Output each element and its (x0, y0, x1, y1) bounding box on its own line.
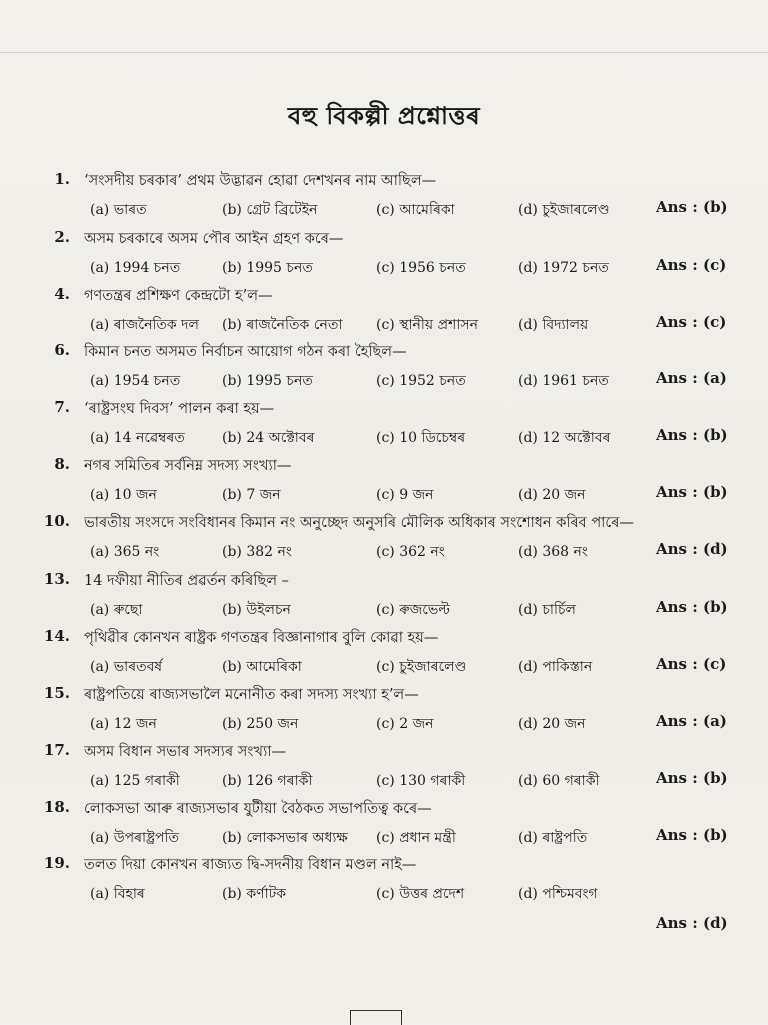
question-text: অসম চৰকাৰে অসম পৌৰ আইন গ্ৰহণ কৰে— (84, 231, 344, 247)
question-item (0, 741, 768, 797)
option-d: (d) 1961 চনত (518, 373, 609, 389)
option-b: (b) গ্ৰেট ব্ৰিটেইন (222, 202, 318, 218)
question-item (0, 627, 768, 683)
question-number: 4. (54, 285, 70, 303)
option-d: (d) চুইজাৰলেণ্ড (518, 202, 610, 218)
option-b: (b) 7 জন (222, 487, 281, 503)
option-b: (b) লোকসভাৰ অধ্যক্ষ (222, 830, 348, 846)
option-b: (b) 1995 চনত (222, 373, 313, 389)
option-c: (c) 1952 চনত (376, 373, 466, 389)
option-c: (c) 362 নং (376, 544, 445, 560)
option-c: (c) চুইজাৰলেণ্ড (376, 659, 467, 675)
question-item (0, 684, 768, 740)
option-a: (a) ভাৰত (90, 202, 147, 218)
option-d: (d) 12 অক্টোবৰ (518, 430, 611, 446)
option-a: (a) ৰুছো (90, 602, 143, 618)
page-edge-line (0, 52, 768, 53)
question-item (0, 854, 768, 932)
question-text: অসম বিধান সভাৰ সদস্যৰ সংখ্যা— (84, 744, 286, 760)
option-a: (a) 12 জন (90, 716, 157, 732)
option-a: (a) 1954 চনত (90, 373, 181, 389)
answer-label: Ans : (a) (656, 369, 727, 387)
option-c: (c) স্থানীয় প্ৰশাসন (376, 317, 478, 333)
question-number: 1. (54, 170, 70, 188)
option-c: (c) ৰুজভেল্ট (376, 602, 450, 618)
question-number: 13. (43, 570, 70, 588)
option-d: (d) 368 নং (518, 544, 588, 560)
option-a: (a) 10 জন (90, 487, 157, 503)
question-item (0, 341, 768, 397)
answer-label: Ans : (b) (656, 426, 728, 444)
question-text: কিমান চনত অসমত নিৰ্বাচন আয়োগ গঠন কৰা হৈছিল— (84, 344, 407, 360)
option-d: (d) 60 গৰাকী (518, 773, 600, 789)
option-c: (c) প্ৰধান মন্ত্ৰী (376, 830, 456, 846)
option-c: (c) আমেৰিকা (376, 202, 455, 218)
question-text: 14 দফীয়া নীতিৰ প্ৰৱৰ্তন কৰিছিল – (84, 573, 289, 589)
question-text: নগৰ সমিতিৰ সৰ্বনিম্ন সদস্য সংখ্যা— (84, 458, 292, 474)
option-a: (a) ভাৰতবৰ্ষ (90, 659, 163, 675)
question-number: 10. (43, 512, 70, 530)
option-b: (b) 24 অক্টোবৰ (222, 430, 315, 446)
option-b: (b) কৰ্ণাটক (222, 886, 287, 902)
option-c: (c) 10 ডিচেম্বৰ (376, 430, 466, 446)
question-number: 19. (43, 854, 70, 872)
option-c: (c) 2 জন (376, 716, 434, 732)
option-d: (d) 20 জন (518, 487, 586, 503)
question-number: 8. (54, 455, 70, 473)
option-c: (c) 130 গৰাকী (376, 773, 466, 789)
option-a: (a) বিহাৰ (90, 886, 145, 902)
option-a: (a) ৰাজনৈতিক দল (90, 317, 199, 333)
question-number: 2. (54, 228, 70, 246)
question-number: 18. (43, 798, 70, 816)
option-d: (d) 1972 চনত (518, 260, 609, 276)
option-d: (d) বিদ্যালয় (518, 317, 589, 333)
option-a: (a) 125 গৰাকী (90, 773, 180, 789)
question-number: 17. (43, 741, 70, 759)
option-a: (a) উপৰাষ্ট্ৰপতি (90, 830, 180, 846)
question-number: 14. (43, 627, 70, 645)
option-d: (d) পাকিস্তান (518, 659, 593, 675)
question-item (0, 455, 768, 511)
question-text: ‘ৰাষ্ট্ৰসংঘ দিবস’ পালন কৰা হয়— (84, 401, 275, 417)
option-c: (c) 1956 চনত (376, 260, 466, 276)
answer-label: Ans : (a) (656, 712, 727, 730)
question-item (0, 285, 768, 341)
question-item (0, 170, 768, 226)
page-number-box (350, 1010, 402, 1025)
option-a: (a) 14 নৱেম্বৰত (90, 430, 185, 446)
answer-label: Ans : (c) (656, 256, 727, 274)
question-number: 7. (54, 398, 70, 416)
question-item (0, 398, 768, 454)
answer-label: Ans : (d) (656, 914, 728, 932)
option-d: (d) ৰাষ্ট্ৰপতি (518, 830, 588, 846)
option-d: (d) পশ্চিমবংগ (518, 886, 598, 902)
option-d: (d) 20 জন (518, 716, 586, 732)
option-b: (b) 1995 চনত (222, 260, 313, 276)
question-text: গণতন্ত্ৰৰ প্ৰশিক্ষণ কেন্দ্ৰটো হ’ল— (84, 288, 273, 304)
question-item (0, 228, 768, 284)
question-text: ভাৰতীয় সংসদে সংবিধানৰ কিমান নং অনুচ্ছেদ অনুসৰি মৌলিক অধিকাৰ সংশোধন কৰিব পাৰে— (84, 515, 634, 531)
option-b: (b) 382 নং (222, 544, 292, 560)
answer-label: Ans : (d) (656, 540, 728, 558)
option-b: (b) 126 গৰাকী (222, 773, 313, 789)
answer-label: Ans : (b) (656, 598, 728, 616)
option-b: (b) আমেৰিকা (222, 659, 302, 675)
option-c: (c) 9 জন (376, 487, 434, 503)
answer-label: Ans : (b) (656, 769, 728, 787)
question-text: ৰাষ্ট্ৰপতিয়ে ৰাজ্যসভালৈ মনোনীত কৰা সদস্য সংখ্যা হ’ল— (84, 687, 419, 703)
answer-label: Ans : (b) (656, 826, 728, 844)
answer-label: Ans : (b) (656, 483, 728, 501)
question-text: তলত দিয়া কোনখন ৰাজ্যত দ্বি-সদনীয় বিধান মণ্ডল নাই— (84, 857, 417, 873)
question-item (0, 512, 768, 568)
question-text: ‘সংসদীয় চৰকাৰ’ প্ৰথম উদ্ভাৱন হোৱা দেশখনৰ নাম আছিল— (84, 173, 437, 189)
option-a: (a) 365 নং (90, 544, 160, 560)
answer-label: Ans : (b) (656, 198, 728, 216)
question-item (0, 570, 768, 626)
question-text: পৃথিৱীৰ কোনখন ৰাষ্ট্ৰক গণতন্ত্ৰৰ বিজ্ঞানাগাৰ বুলি কোৱা হয়— (84, 630, 439, 646)
page-title: বহু বিকল্পী প্ৰশ্নোত্তৰ (287, 101, 481, 130)
option-b: (b) ৰাজনৈতিক নেতা (222, 317, 343, 333)
option-b: (b) 250 জন (222, 716, 299, 732)
option-b: (b) উইলচন (222, 602, 291, 618)
question-number: 6. (54, 341, 70, 359)
answer-label: Ans : (c) (656, 655, 727, 673)
option-c: (c) উত্তৰ প্ৰদেশ (376, 886, 465, 902)
question-item (0, 798, 768, 854)
option-d: (d) চাৰ্চিল (518, 602, 576, 618)
question-number: 15. (43, 684, 70, 702)
question-text: লোকসভা আৰু ৰাজ্যসভাৰ যুটীয়া বৈঠকত সভাপতিত্ব কৰে— (84, 801, 432, 817)
option-a: (a) 1994 চনত (90, 260, 181, 276)
answer-label: Ans : (c) (656, 313, 727, 331)
